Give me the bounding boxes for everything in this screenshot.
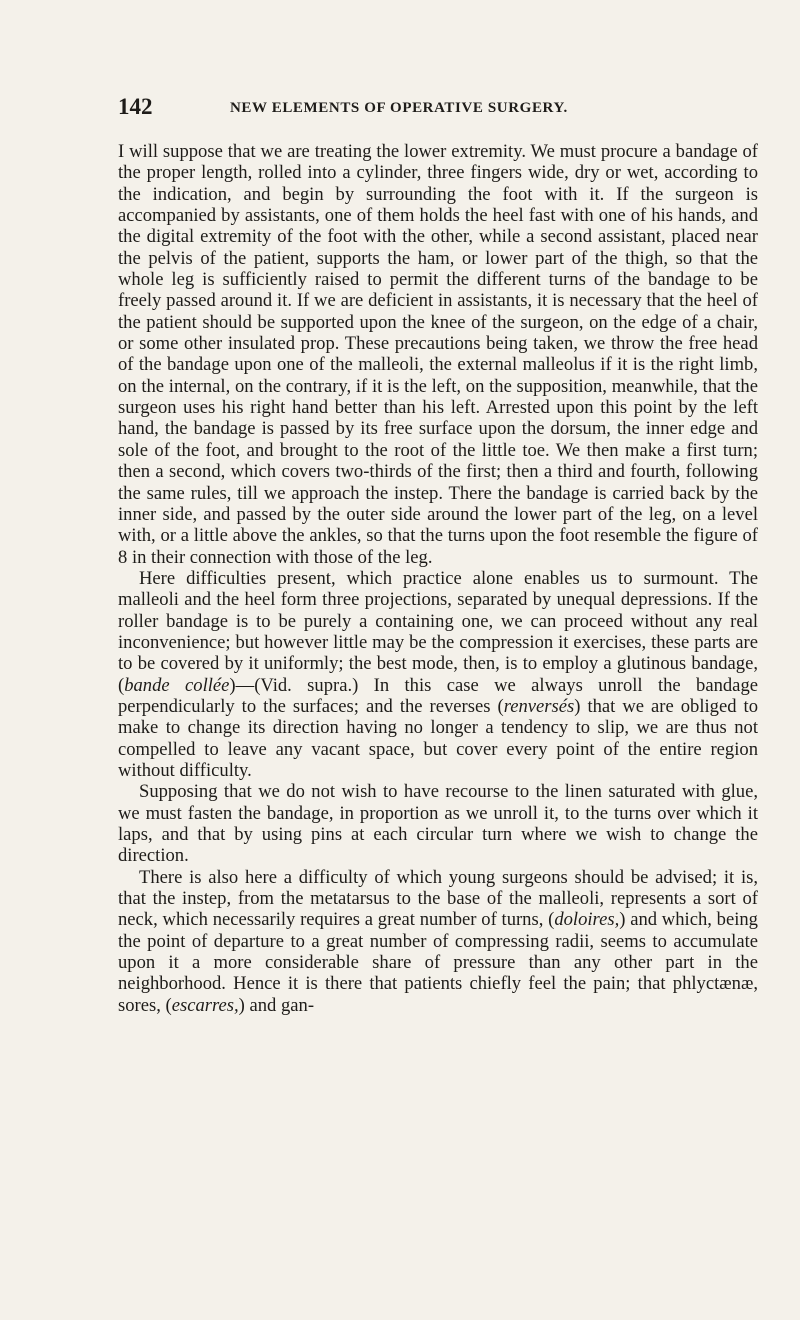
paragraph-4-text-b: ) and which, being the point of departure to a great number of compressing radii, seems to accumulate upon it a more considerable share of pressure than any other part in the neighborhood. Hence it is there that patients chiefly feel the pain; that phlyctænæ, sores, (: [118, 909, 758, 1016]
term-escarres: escarres,: [171, 994, 239, 1016]
paragraph-2-text-c: ) that we are obliged to make to change its direction having no longer a tendency to slip, we are thus not compelled to leave any vacant space, but cover every point of the entire region without difficulty.: [118, 695, 758, 781]
paragraph-1: [118, 141, 758, 568]
paragraph-2-text-b: )—(Vid. supra.) In this case we always unroll the bandage perpendicularly to the surfaces; and the reverses (: [118, 674, 758, 717]
paragraph-4: [118, 867, 758, 1016]
page-number: 142: [118, 94, 153, 119]
paragraph-2-text-a: Here difficulties present, which practice alone enables us to surmount. The malleoli and the heel form three projections, separated by unequal depressions. If the roller bandage is to be purely a containing one, we can proceed without any real inconvenience; but however little may be the compression it exercises, these parts are to be covered by it uniformly; the best mode, then, is to employ a glutinous bandage, (: [118, 567, 758, 696]
body-text: [118, 141, 758, 1016]
paragraph-4-text-a: There is also here a difficulty of which young surgeons should be advised; it is, that the instep, from the metatarsus to the base of the malleoli, represents a sort of neck, which necessarily requires a great number of turns, (: [118, 866, 758, 931]
running-head: NEW ELEMENTS OF OPERATIVE SURGERY.: [230, 100, 568, 116]
term-renverses: renversés: [503, 695, 575, 717]
paragraph-3: [118, 781, 758, 866]
term-doloires: doloires,: [554, 909, 620, 931]
paragraph-3-text: Supposing that we do not wish to have recourse to the linen saturated with glue, we must fasten the bandage, in proportion as we unroll it, to the turns over which it laps, and that by using pins at each circular turn where we wish to change the direction.: [118, 781, 758, 867]
paragraph-4-text-c: ) and gan-: [238, 994, 315, 1016]
paragraph-1-text: I will suppose that we are treating the lower extremity. We must procure a bandage of the proper length, rolled into a cylinder, three fingers wide, dry or wet, according to the indication, and begin by surrounding the foot with it. If the surgeon is accompanied by assistants, one of them holds the heel fast with one of his hands, and the digital extremity of the foot with the other, while a second assistant, placed near the pelvis of the patient, supports the ham, or lower part of the thigh, so that the whole leg is sufficiently raised to permit the different turns of the bandage to be freely passed around it. If we are deficient in assistants, it is necessary that the heel of the patient should be supported upon the knee of the surgeon, on the edge of a chair, or some other insulated prop. These precautions being taken, we throw the free head of the bandage upon one of the malleoli, the external malleolus if it is the right limb, on the internal, on the contrary, if it is the left, on the supposition, meanwhile, that the surgeon uses his right hand better than his left. Arrested upon this point by the left hand, the bandage is passed by its free surface upon the dorsum, the inner edge and sole of the foot, and brought to the root of the little toe. We then make a first turn; then a second, which covers two-thirds of the first; then a third and fourth, following the same rules, till we approach the instep. There the bandage is carried back by the inner side, and passed by the outer side around the lower part of the leg, on a level with, or a little above the ankles, so that the turns upon the foot resemble the figure of 8 in their connection with those of the leg.: [118, 141, 758, 568]
paragraph-2: [118, 568, 758, 781]
page-header: [118, 94, 758, 124]
term-bande-collee: bande collée: [124, 674, 230, 696]
